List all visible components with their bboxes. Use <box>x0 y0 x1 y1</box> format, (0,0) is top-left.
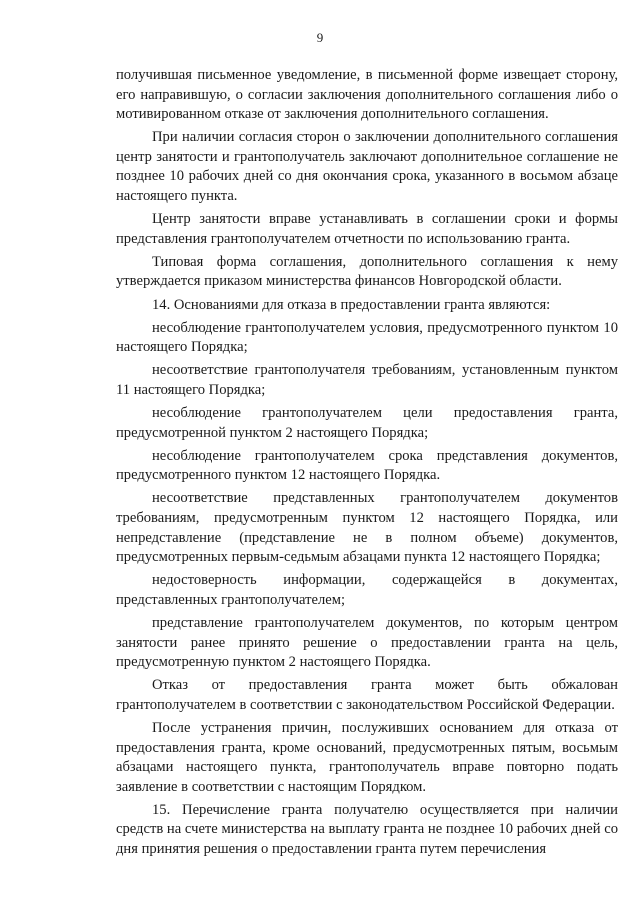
paragraph: несоблюдение грантополучателем цели предоставления гранта, предусмотренной пунктом 2 настоящего Порядка; <box>116 405 618 441</box>
document-body <box>116 66 618 863</box>
paragraph: 14. Основаниями для отказа в предоставлении гранта являются: <box>152 296 551 313</box>
paragraph: Отказ от предоставления гранта может быть обжалован грантополучателем в соответствии с законодательством Российской Федерации. <box>116 677 618 713</box>
paragraph: Типовая форма соглашения, дополнительного соглашения к нему утверждается приказом министерства финансов Новгородской области. <box>116 253 618 290</box>
paragraph: несоблюдение грантополучателем условия, предусмотренного пунктом 10 настоящего Порядка; <box>116 319 618 356</box>
paragraph: недостоверность информации, содержащейся в документах, представленных грантополучателем; <box>116 572 618 608</box>
page-number: 9 <box>316 30 324 45</box>
paragraph: При наличии согласия сторон о заключении дополнительного соглашения центр занятости и грантополучатель заключают дополнительное соглашение не позднее 10 рабочих дней со дня окончания срока, указанного в восьмом абзаце настоящего пункта. <box>116 129 618 205</box>
paragraph: После устранения причин, послуживших основанием для отказа от предоставления гранта, кроме оснований, предусмотренных пятым, восьмым абзацами настоящего пункта, грантополучатель вправе повторно подать заявление в соответствии с настоящим Порядком. <box>116 719 618 795</box>
paragraph: несоблюдение грантополучателем срока представления документов, предусмотренного пунктом 12 настоящего Порядка. <box>116 447 618 484</box>
paragraph: несоответствие представленных грантополучателем документов требованиям, предусмотренным пунктом 12 настоящего Порядка, или непредставление (представление не в полном объеме) документов, предусмотренных первым-седьмым абзацами пункта 12 настоящего Порядка; <box>116 490 618 566</box>
paragraph: 15. Перечисление гранта получателю осуществляется при наличии средств на счете министерства на выплату гранта не позднее 10 рабочих дней со дня принятия решения о предоставлении гранта путем перечисления <box>116 801 618 857</box>
paragraph: несоответствие грантополучателя требованиям, установленным пунктом 11 настоящего Порядка; <box>116 362 618 398</box>
paragraph: представление грантополучателем документов, по которым центром занятости ранее принято решение о предоставлении гранта на цель, предусмотренную пунктом 2 настоящего Порядка. <box>116 614 618 671</box>
paragraph: Центр занятости вправе устанавливать в соглашении сроки и формы представления грантополучателем отчетности по использованию гранта. <box>116 211 618 247</box>
paragraph: получившая письменное уведомление, в письменной форме извещает сторону, его направившую, о согласии заключения дополнительного соглашения либо о мотивированном отказе от заключения дополнительного соглашения. <box>116 67 618 123</box>
